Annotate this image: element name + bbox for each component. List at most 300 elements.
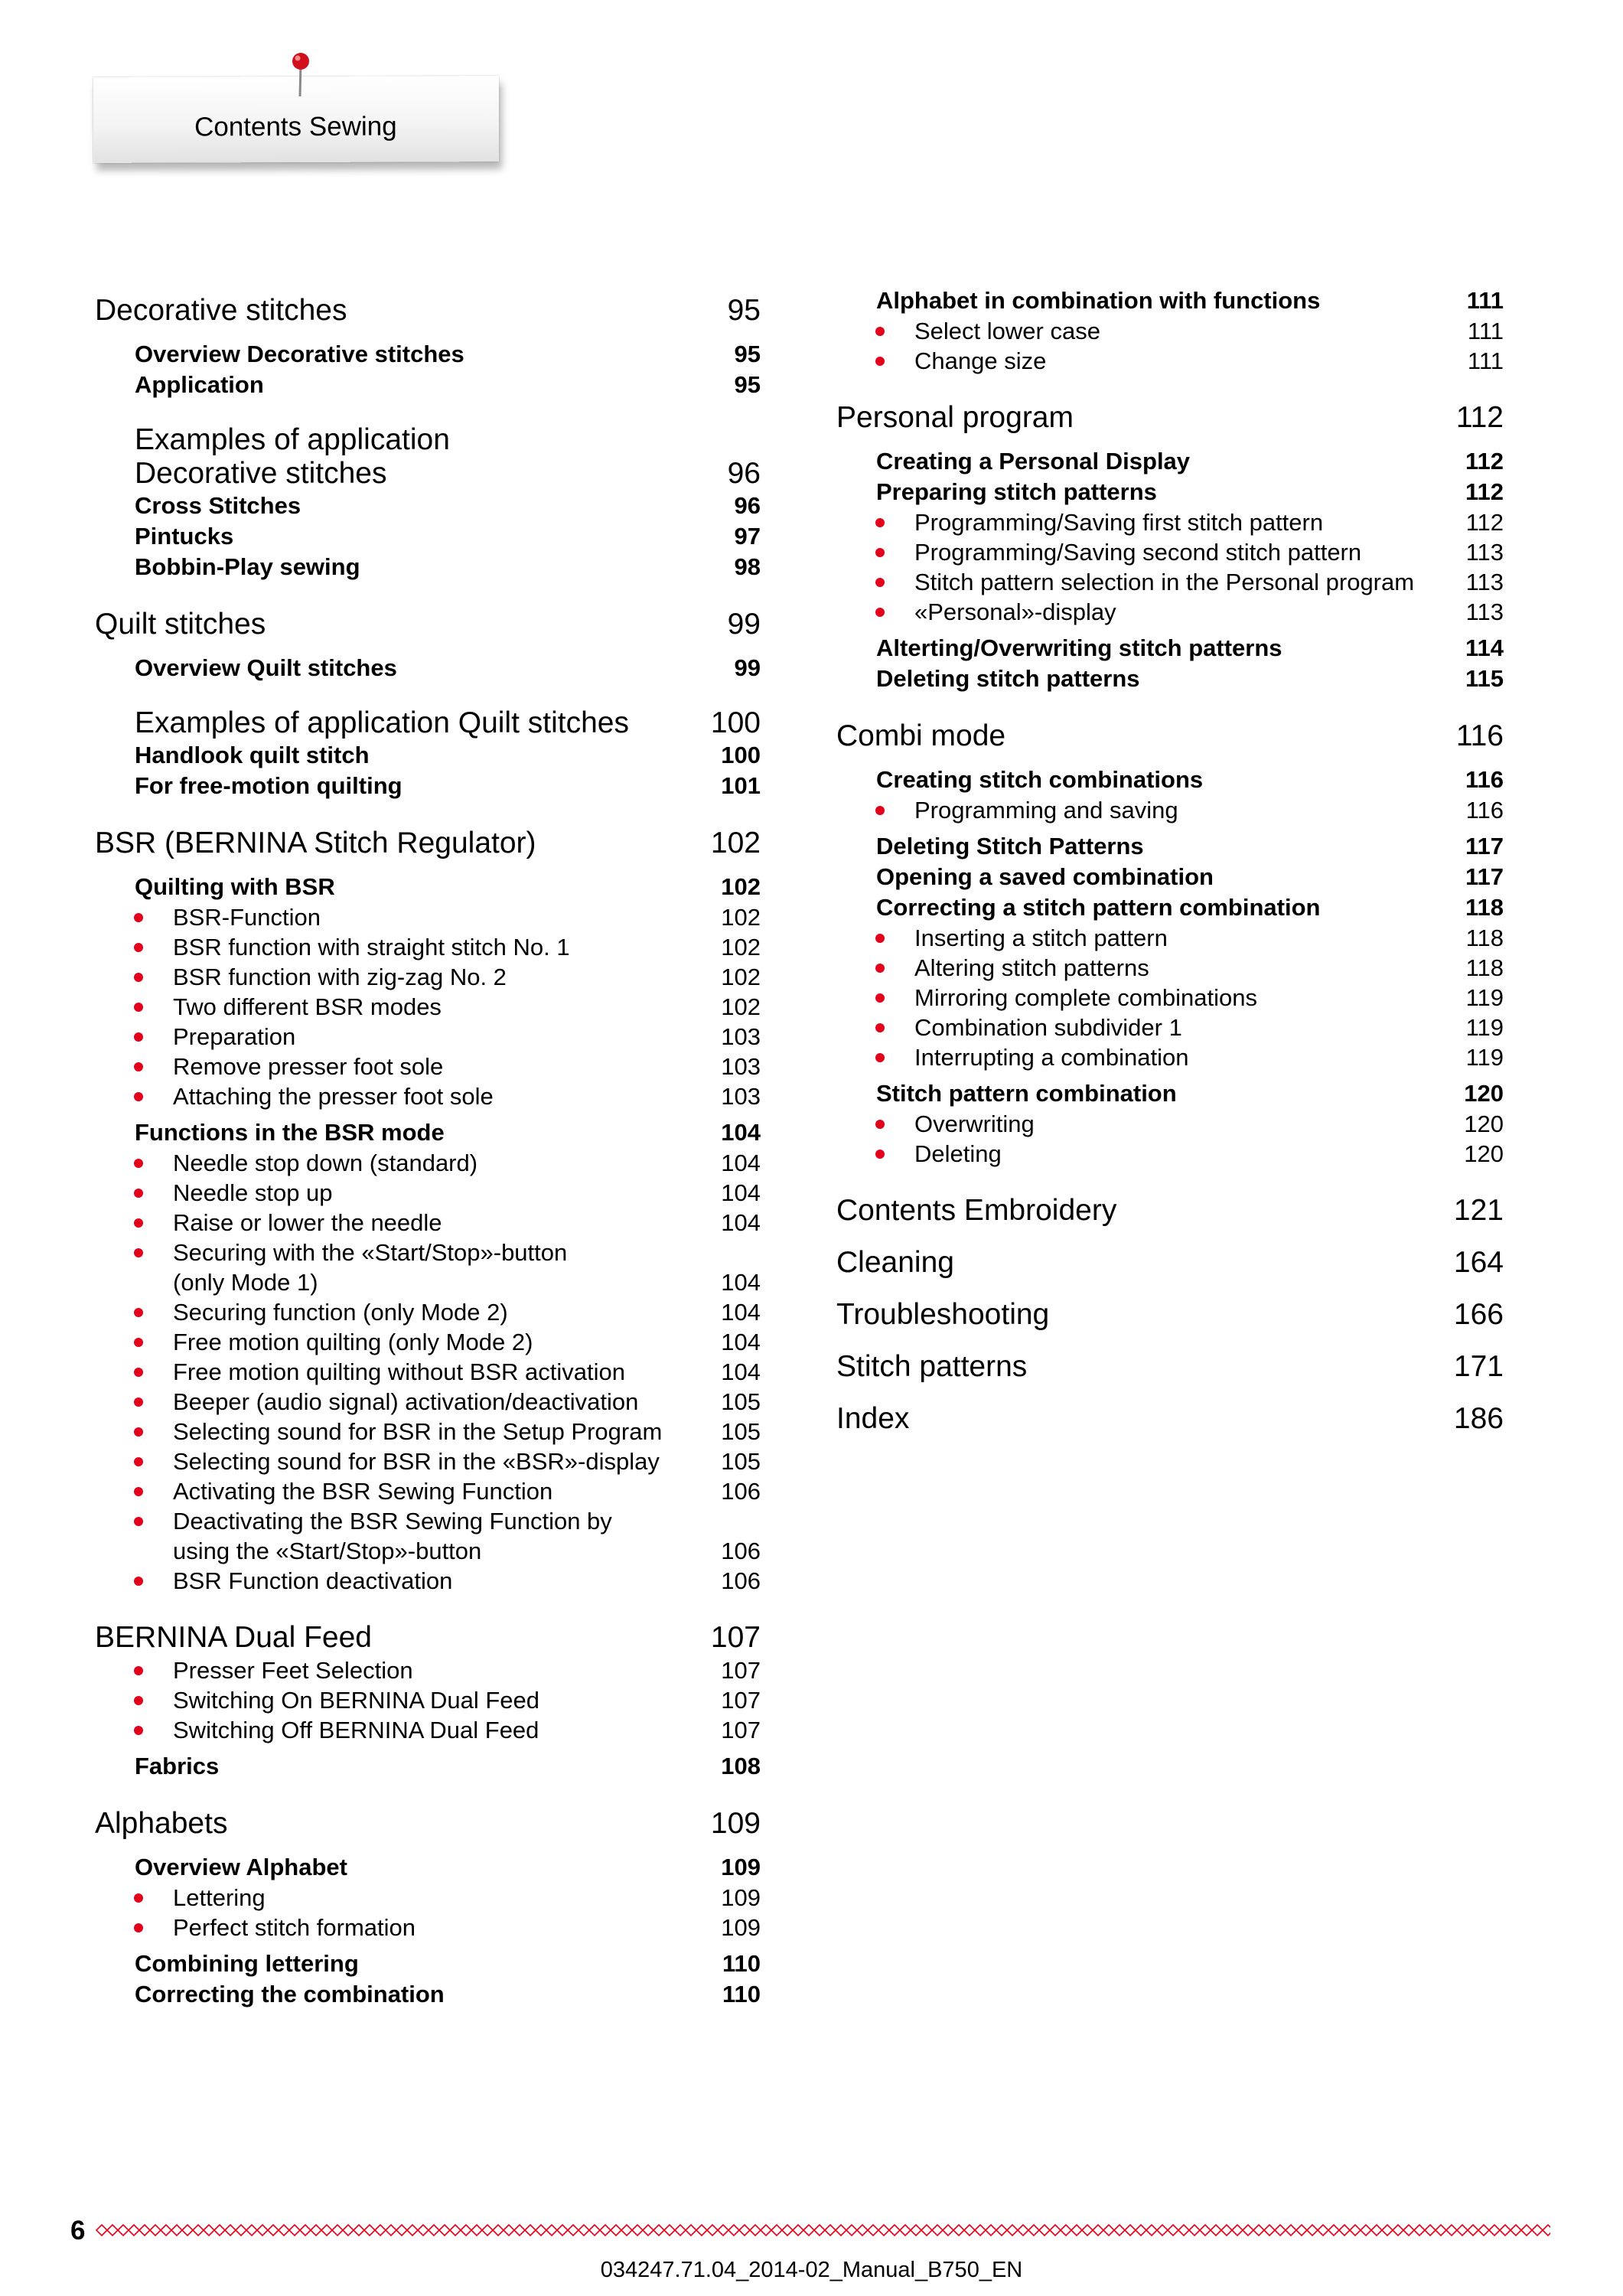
footer-diamond xyxy=(429,2225,439,2236)
toc-bullet-item[interactable] xyxy=(173,1297,761,1327)
toc-bullet-item-title: BSR-Function xyxy=(173,904,321,931)
toc-section-title: Alphabets xyxy=(95,1807,228,1840)
toc-bullet-item-title: Interrupting a combination xyxy=(914,1044,1189,1071)
footer-diamond xyxy=(557,2225,568,2236)
toc-bullet-item-title: Deactivating the BSR Sewing Function by using the «Start/Stop»-button xyxy=(173,1508,612,1564)
footer-diamond xyxy=(1114,2225,1125,2236)
footer-diamond xyxy=(611,2225,621,2236)
footer-diamond xyxy=(953,2225,964,2236)
toc-section[interactable] xyxy=(95,1806,761,1841)
toc-subsection-page-number: 96 xyxy=(734,492,761,519)
toc-bullet-item[interactable] xyxy=(914,537,1504,567)
toc-bullet-item-page-number: 105 xyxy=(721,1448,761,1475)
toc-bullet-item[interactable] xyxy=(914,346,1504,376)
toc-bullet-item-title: Overwriting xyxy=(914,1110,1035,1137)
toc-subsection[interactable] xyxy=(876,664,1504,694)
footer-diamond xyxy=(825,2225,836,2236)
footer-diamond xyxy=(589,2225,600,2236)
footer-diamond xyxy=(793,2225,803,2236)
footer-diamond xyxy=(1211,2225,1221,2236)
footer-diamond xyxy=(932,2225,943,2236)
footer-diamond xyxy=(150,2225,161,2236)
toc-subsection-page-number: 112 xyxy=(1465,478,1504,505)
toc-subsection[interactable] xyxy=(876,862,1504,892)
toc-subsection-title: Combining lettering xyxy=(135,1950,359,1977)
toc-bullet-item-title: Beeper (audio signal) activation/deactivation xyxy=(173,1388,639,1415)
toc-bullet-item-title: BSR Function deactivation xyxy=(173,1567,453,1594)
toc-subsection-page-number: 114 xyxy=(1465,634,1504,661)
toc-subsection[interactable] xyxy=(135,552,761,582)
toc-section-title: Decorative stitches xyxy=(95,294,347,327)
toc-section-title: Stitch patterns xyxy=(836,1350,1028,1383)
pushpin-icon xyxy=(291,52,311,98)
toc-section-page-number: 107 xyxy=(710,1621,761,1654)
footer-diamond xyxy=(1136,2225,1146,2236)
footer-diamond xyxy=(300,2225,311,2236)
footer-diamond xyxy=(225,2225,236,2236)
toc-section-page-number: 116 xyxy=(1455,719,1504,752)
toc-subsection[interactable] xyxy=(135,491,761,521)
toc-subsection-title: Fabrics xyxy=(135,1753,220,1779)
footer-diamond xyxy=(321,2225,332,2236)
footer-diamond xyxy=(268,2225,279,2236)
footer-diamond xyxy=(1243,2225,1253,2236)
footer-diamond xyxy=(1339,2225,1350,2236)
toc-subsection-page-number: 99 xyxy=(734,654,761,681)
toc-bullet-item[interactable] xyxy=(173,932,761,962)
toc-subsection[interactable] xyxy=(876,892,1504,923)
footer-diamond xyxy=(129,2225,139,2236)
footer-diamond xyxy=(1361,2225,1371,2236)
toc-bullet-item[interactable] xyxy=(914,983,1504,1013)
toc-section-page-number: 166 xyxy=(1453,1298,1504,1331)
toc-subsection-page-number: 108 xyxy=(721,1753,761,1779)
toc-subsection-title: Cross Stitches xyxy=(135,492,301,519)
footer-diamond xyxy=(1253,2225,1264,2236)
footer-diamond xyxy=(1200,2225,1211,2236)
toc-bullet-item-title: Free motion quilting without BSR activation xyxy=(173,1358,626,1385)
toc-bullet-item-page-number: 103 xyxy=(721,1023,761,1050)
footer-diamond xyxy=(750,2225,761,2236)
footer-diamond xyxy=(718,2225,728,2236)
footer-diamond xyxy=(236,2225,246,2236)
toc-section[interactable] xyxy=(836,719,1504,754)
footer-diamond xyxy=(739,2225,750,2236)
toc-bullet-item[interactable] xyxy=(173,1655,761,1685)
toc-bullet-item[interactable] xyxy=(914,923,1504,953)
toc-subsection-title: Deleting stitch patterns xyxy=(876,665,1140,692)
toc-bullet-item-title: Selecting sound for BSR in the Setup Program xyxy=(173,1418,663,1445)
toc-bullet-item[interactable] xyxy=(173,1446,761,1476)
toc-subsection-page-number: 117 xyxy=(1465,833,1504,859)
toc-subsection-title: For free-motion quilting xyxy=(135,772,402,799)
toc-bullet-item[interactable] xyxy=(173,1238,761,1297)
footer-diamond xyxy=(418,2225,429,2236)
footer-diamond xyxy=(354,2225,364,2236)
toc-bullet-item-title: Presser Feet Selection xyxy=(173,1657,413,1684)
toc-subsection-title: Quilting with BSR xyxy=(135,873,335,900)
toc-subsection[interactable] xyxy=(135,521,761,552)
toc-bullet-item[interactable] xyxy=(173,1506,761,1566)
toc-subsection[interactable] xyxy=(135,1852,761,1883)
toc-bullet-item-title: Deleting xyxy=(914,1140,1002,1167)
toc-section-page-number: 102 xyxy=(710,827,761,859)
toc-bullet-item-page-number: 107 xyxy=(721,1687,761,1714)
footer-diamond xyxy=(332,2225,343,2236)
toc-subsection[interactable] xyxy=(135,423,761,491)
toc-subsection[interactable] xyxy=(135,339,761,370)
toc-section[interactable] xyxy=(95,826,761,861)
footer-diamond xyxy=(96,2225,107,2236)
footer-diamond xyxy=(846,2225,857,2236)
toc-bullet-item-title: «Personal»-display xyxy=(914,598,1116,625)
toc-bullet-item-title: Needle stop down (standard) xyxy=(173,1150,478,1176)
toc-subsection-title: Preparing stitch patterns xyxy=(876,478,1157,505)
toc-left-column xyxy=(95,293,761,2010)
toc-section[interactable] xyxy=(836,1401,1504,1437)
footer-diamond xyxy=(1532,2225,1543,2236)
toc-section-title: Combi mode xyxy=(836,719,1006,752)
footer-diamond xyxy=(375,2225,386,2236)
toc-bullet-item-title: Programming/Saving first stitch pattern xyxy=(914,509,1324,536)
footer-diamond xyxy=(493,2225,504,2236)
toc-bullet-item-title: Securing with the «Start/Stop»-button (only Mode 1) xyxy=(173,1239,568,1296)
toc-subsection-title: Application xyxy=(135,371,264,398)
footer-diamond xyxy=(279,2225,289,2236)
toc-subsection-title: Alphabet in combination with functions xyxy=(876,287,1321,314)
footer-diamond xyxy=(343,2225,354,2236)
toc-section-page-number: 164 xyxy=(1453,1246,1504,1279)
footer-diamond xyxy=(803,2225,814,2236)
footer-diamond xyxy=(1350,2225,1361,2236)
toc-bullet-item[interactable] xyxy=(173,1052,761,1081)
toc-bullet-item[interactable] xyxy=(914,507,1504,537)
toc-section[interactable] xyxy=(836,1297,1504,1332)
toc-bullet-item[interactable] xyxy=(914,316,1504,346)
footer-diamond xyxy=(1189,2225,1200,2236)
toc-section[interactable] xyxy=(836,1245,1504,1280)
toc-subsection[interactable] xyxy=(135,740,761,771)
toc-bullet-item-page-number: 102 xyxy=(721,904,761,931)
footer-diamond xyxy=(868,2225,878,2236)
toc-bullet-item[interactable] xyxy=(914,953,1504,983)
footer-diamond xyxy=(525,2225,536,2236)
toc-section[interactable] xyxy=(836,400,1504,435)
toc-bullet-item-page-number: 112 xyxy=(1465,509,1504,536)
footer-diamond xyxy=(1018,2225,1028,2236)
footer-diamond xyxy=(621,2225,632,2236)
toc-subsection[interactable] xyxy=(135,872,761,902)
toc-bullet-item-page-number: 111 xyxy=(1467,318,1504,344)
footer-diamond xyxy=(964,2225,975,2236)
toc-bullet-item[interactable] xyxy=(914,1109,1504,1139)
toc-bullet-item-page-number: 106 xyxy=(721,1478,761,1505)
toc-right-column xyxy=(836,287,1504,1437)
toc-subsection-page-number: 100 xyxy=(710,706,761,739)
footer-diamond xyxy=(771,2225,782,2236)
toc-bullet-item-page-number: 120 xyxy=(1464,1110,1504,1137)
toc-subsection-title: Correcting the combination xyxy=(135,1981,445,2007)
toc-bullet-item-page-number: 107 xyxy=(721,1657,761,1684)
toc-subsection[interactable] xyxy=(876,285,1504,316)
toc-bullet-item-title: Attaching the presser foot sole xyxy=(173,1083,494,1110)
footer-diamond xyxy=(536,2225,546,2236)
toc-subsection-page-number: 118 xyxy=(1465,894,1504,921)
footer-diamond xyxy=(1232,2225,1243,2236)
toc-bullet-item-page-number: 104 xyxy=(721,1150,761,1176)
toc-section-title: Personal program xyxy=(836,401,1074,434)
footer-diamond xyxy=(1307,2225,1318,2236)
toc-subsection-page-number: 97 xyxy=(734,523,761,550)
footer-diamond xyxy=(246,2225,257,2236)
footer-diamond xyxy=(1468,2225,1478,2236)
toc-bullet-item-page-number: 104 xyxy=(721,1329,761,1355)
toc-bullet-item-page-number: 119 xyxy=(1465,1014,1504,1041)
footer-diamond xyxy=(921,2225,932,2236)
toc-bullet-item-page-number: 103 xyxy=(721,1083,761,1110)
toc-subsection-page-number: 120 xyxy=(1464,1080,1504,1107)
footer-diamond xyxy=(1082,2225,1093,2236)
footer-diamond xyxy=(1425,2225,1436,2236)
toc-bullet-item-page-number: 106 xyxy=(721,1567,761,1594)
footer-diamond xyxy=(386,2225,396,2236)
toc-subsection[interactable] xyxy=(876,765,1504,795)
toc-subsection[interactable] xyxy=(135,1751,761,1782)
footer-diamond xyxy=(1286,2225,1296,2236)
toc-section[interactable] xyxy=(95,1620,761,1655)
toc-section-title: BERNINA Dual Feed xyxy=(95,1621,372,1654)
toc-bullet-item-page-number: 111 xyxy=(1467,347,1504,374)
toc-bullet-item-page-number: 113 xyxy=(1465,539,1504,566)
toc-subsection-page-number: 115 xyxy=(1465,665,1504,692)
footer-diamond xyxy=(675,2225,686,2236)
footer-diamond xyxy=(1168,2225,1178,2236)
toc-bullet-item[interactable] xyxy=(914,1139,1504,1169)
toc-section[interactable] xyxy=(95,607,761,642)
toc-subsection-title: Functions in the BSR mode xyxy=(135,1119,445,1146)
toc-bullet-item[interactable] xyxy=(173,1566,761,1596)
footer-diamond xyxy=(1403,2225,1414,2236)
toc-subsection-page-number: 104 xyxy=(721,1119,761,1146)
toc-subsection[interactable] xyxy=(876,831,1504,862)
toc-subsection[interactable] xyxy=(135,1949,761,1979)
footer-diamond xyxy=(1157,2225,1168,2236)
footer-diamond xyxy=(1436,2225,1446,2236)
footer-diamond xyxy=(1414,2225,1425,2236)
footer-diamond xyxy=(257,2225,268,2236)
toc-bullet-item-title: Remove presser foot sole xyxy=(173,1053,444,1080)
toc-section[interactable] xyxy=(95,293,761,328)
toc-bullet-item[interactable] xyxy=(173,1913,761,1942)
footer-diamond xyxy=(1478,2225,1489,2236)
toc-bullet-item[interactable] xyxy=(914,597,1504,627)
footer-diamond xyxy=(761,2225,771,2236)
toc-section-title: Index xyxy=(836,1402,910,1435)
toc-bullet-item-page-number: 104 xyxy=(721,1299,761,1326)
toc-section[interactable] xyxy=(836,1349,1504,1384)
footer-diamond xyxy=(857,2225,868,2236)
decorative-footer-line xyxy=(95,2222,1550,2239)
toc-bullet-item-page-number: 105 xyxy=(721,1388,761,1415)
toc-section-title: Contents Embroidery xyxy=(836,1194,1117,1227)
toc-bullet-item-title: Activating the BSR Sewing Function xyxy=(173,1478,553,1505)
toc-section-page-number: 95 xyxy=(727,294,761,327)
toc-subsection[interactable] xyxy=(135,1117,761,1148)
footer-diamond xyxy=(975,2225,986,2236)
footer-diamond xyxy=(1221,2225,1232,2236)
toc-section-title: Cleaning xyxy=(836,1246,954,1279)
toc-bullet-item-title: Free motion quilting (only Mode 2) xyxy=(173,1329,533,1355)
toc-subsection-page-number: 110 xyxy=(722,1950,761,1977)
toc-bullet-item-title: Perfect stitch formation xyxy=(173,1914,416,1941)
toc-bullet-item-page-number: 119 xyxy=(1465,984,1504,1011)
toc-bullet-item[interactable] xyxy=(173,1417,761,1446)
toc-subsection[interactable] xyxy=(876,477,1504,507)
toc-subsection[interactable] xyxy=(135,653,761,683)
footer-diamond xyxy=(461,2225,471,2236)
toc-bullet-item-page-number: 106 xyxy=(721,1538,761,1564)
footer-diamond xyxy=(439,2225,450,2236)
footer-diamond xyxy=(1371,2225,1382,2236)
footer-diamond xyxy=(707,2225,718,2236)
toc-subsection-title: Deleting Stitch Patterns xyxy=(876,833,1144,859)
toc-subsection-page-number: 112 xyxy=(1465,448,1504,475)
toc-bullet-item[interactable] xyxy=(173,1476,761,1506)
toc-bullet-item[interactable] xyxy=(173,1387,761,1417)
toc-bullet-item-page-number: 107 xyxy=(721,1717,761,1743)
toc-bullet-item-title: BSR function with straight stitch No. 1 xyxy=(173,934,570,960)
toc-subsection[interactable] xyxy=(876,1078,1504,1109)
footer-diamond xyxy=(1382,2225,1393,2236)
toc-bullet-item[interactable] xyxy=(914,795,1504,825)
toc-bullet-item[interactable] xyxy=(173,1715,761,1745)
footer-diamond xyxy=(118,2225,129,2236)
toc-bullet-item[interactable] xyxy=(173,992,761,1022)
footer-diamond xyxy=(1007,2225,1018,2236)
toc-bullet-item[interactable] xyxy=(173,1081,761,1111)
toc-subsection-title: Stitch pattern combination xyxy=(876,1080,1177,1107)
toc-subsection[interactable] xyxy=(135,1979,761,2010)
toc-bullet-item-title: Securing function (only Mode 2) xyxy=(173,1299,508,1326)
toc-subsection-title: Overview Decorative stitches xyxy=(135,341,464,367)
footer-diamond xyxy=(182,2225,193,2236)
toc-bullet-item-page-number: 118 xyxy=(1465,925,1504,951)
toc-bullet-item-page-number: 102 xyxy=(721,934,761,960)
toc-bullet-item[interactable] xyxy=(173,1148,761,1178)
footer-diamond xyxy=(1264,2225,1275,2236)
footer-diamond xyxy=(632,2225,643,2236)
footer-diamond xyxy=(214,2225,225,2236)
footer-diamond xyxy=(139,2225,150,2236)
footer-diamond xyxy=(1093,2225,1103,2236)
footer-diamond xyxy=(1061,2225,1071,2236)
toc-subsection-page-number: 110 xyxy=(722,1981,761,2007)
toc-bullet-item-title: Mirroring complete combinations xyxy=(914,984,1257,1011)
footer-diamond xyxy=(1511,2225,1521,2236)
footer-diamond xyxy=(578,2225,589,2236)
toc-bullet-item-title: Programming and saving xyxy=(914,797,1178,823)
toc-bullet-item-title: Inserting a stitch pattern xyxy=(914,925,1168,951)
toc-bullet-item[interactable] xyxy=(173,1178,761,1208)
toc-section-page-number: 109 xyxy=(710,1807,761,1840)
footer-diamond xyxy=(193,2225,204,2236)
footer-diamond xyxy=(814,2225,825,2236)
toc-bullet-item[interactable] xyxy=(173,1208,761,1238)
toc-bullet-item-page-number: 113 xyxy=(1465,598,1504,625)
footer-diamond xyxy=(407,2225,418,2236)
toc-bullet-item-page-number: 104 xyxy=(721,1179,761,1206)
toc-section-page-number: 121 xyxy=(1453,1194,1504,1227)
footer-diamond xyxy=(364,2225,375,2236)
toc-subsection[interactable] xyxy=(135,706,761,740)
footer-diamond xyxy=(1103,2225,1114,2236)
page-number: 6 xyxy=(70,2216,86,2245)
toc-bullet-item[interactable] xyxy=(173,1685,761,1715)
toc-bullet-item-page-number: 103 xyxy=(721,1053,761,1080)
toc-bullet-item-title: Altering stitch patterns xyxy=(914,954,1149,981)
toc-bullet-item-page-number: 116 xyxy=(1465,797,1504,823)
toc-bullet-item[interactable] xyxy=(914,567,1504,597)
footer-diamond xyxy=(889,2225,900,2236)
toc-subsection-page-number: 95 xyxy=(734,341,761,367)
toc-bullet-item-title: Combination subdivider 1 xyxy=(914,1014,1182,1041)
toc-subsection[interactable] xyxy=(135,370,761,400)
toc-subsection[interactable] xyxy=(876,446,1504,477)
footer-diamond xyxy=(514,2225,525,2236)
toc-bullet-item-page-number: 109 xyxy=(721,1914,761,1941)
footer-diamond xyxy=(900,2225,911,2236)
toc-subsection-title: Bobbin-Play sewing xyxy=(135,553,360,580)
toc-subsection[interactable] xyxy=(135,771,761,801)
toc-bullet-item-page-number: 113 xyxy=(1465,569,1504,595)
toc-bullet-item-title: Switching Off BERNINA Dual Feed xyxy=(173,1717,539,1743)
footer-diamond xyxy=(1318,2225,1328,2236)
toc-section-page-number: 112 xyxy=(1455,401,1504,434)
toc-bullet-item-title: Stitch pattern selection in the Personal program xyxy=(914,569,1415,595)
toc-bullet-item[interactable] xyxy=(173,962,761,992)
toc-bullet-item[interactable] xyxy=(173,1883,761,1913)
toc-bullet-item[interactable] xyxy=(173,1022,761,1052)
toc-section-page-number: 171 xyxy=(1453,1350,1504,1383)
toc-subsection[interactable] xyxy=(876,633,1504,664)
toc-subsection-page-number: 111 xyxy=(1466,287,1504,314)
toc-subsection-page-number: 98 xyxy=(734,553,761,580)
footer-diamond xyxy=(1489,2225,1500,2236)
toc-bullet-item[interactable] xyxy=(914,1013,1504,1042)
toc-bullet-item-title: Programming/Saving second stitch pattern xyxy=(914,539,1362,566)
footer-diamond xyxy=(107,2225,118,2236)
toc-bullet-item-title: Lettering xyxy=(173,1884,266,1911)
toc-bullet-item-title: Two different BSR modes xyxy=(173,993,442,1020)
toc-subsection-title: Opening a saved combination xyxy=(876,863,1214,890)
toc-bullet-item-title: Selecting sound for BSR in the «BSR»-display xyxy=(173,1448,660,1475)
toc-bullet-item-page-number: 104 xyxy=(721,1269,761,1296)
toc-bullet-item-page-number: 105 xyxy=(721,1418,761,1445)
toc-bullet-item-page-number: 118 xyxy=(1465,954,1504,981)
footer-diamond xyxy=(1178,2225,1189,2236)
toc-section-title: Quilt stitches xyxy=(95,608,266,641)
toc-bullet-item[interactable] xyxy=(173,902,761,932)
footer-diamond xyxy=(1275,2225,1286,2236)
toc-bullet-item[interactable] xyxy=(173,1327,761,1357)
footer-diamond xyxy=(1028,2225,1039,2236)
footer-diamond xyxy=(986,2225,996,2236)
toc-section[interactable] xyxy=(836,1193,1504,1228)
toc-bullet-item-page-number: 120 xyxy=(1464,1140,1504,1167)
toc-bullet-item[interactable] xyxy=(173,1357,761,1387)
toc-bullet-item-title: Change size xyxy=(914,347,1047,374)
toc-bullet-item[interactable] xyxy=(914,1042,1504,1072)
